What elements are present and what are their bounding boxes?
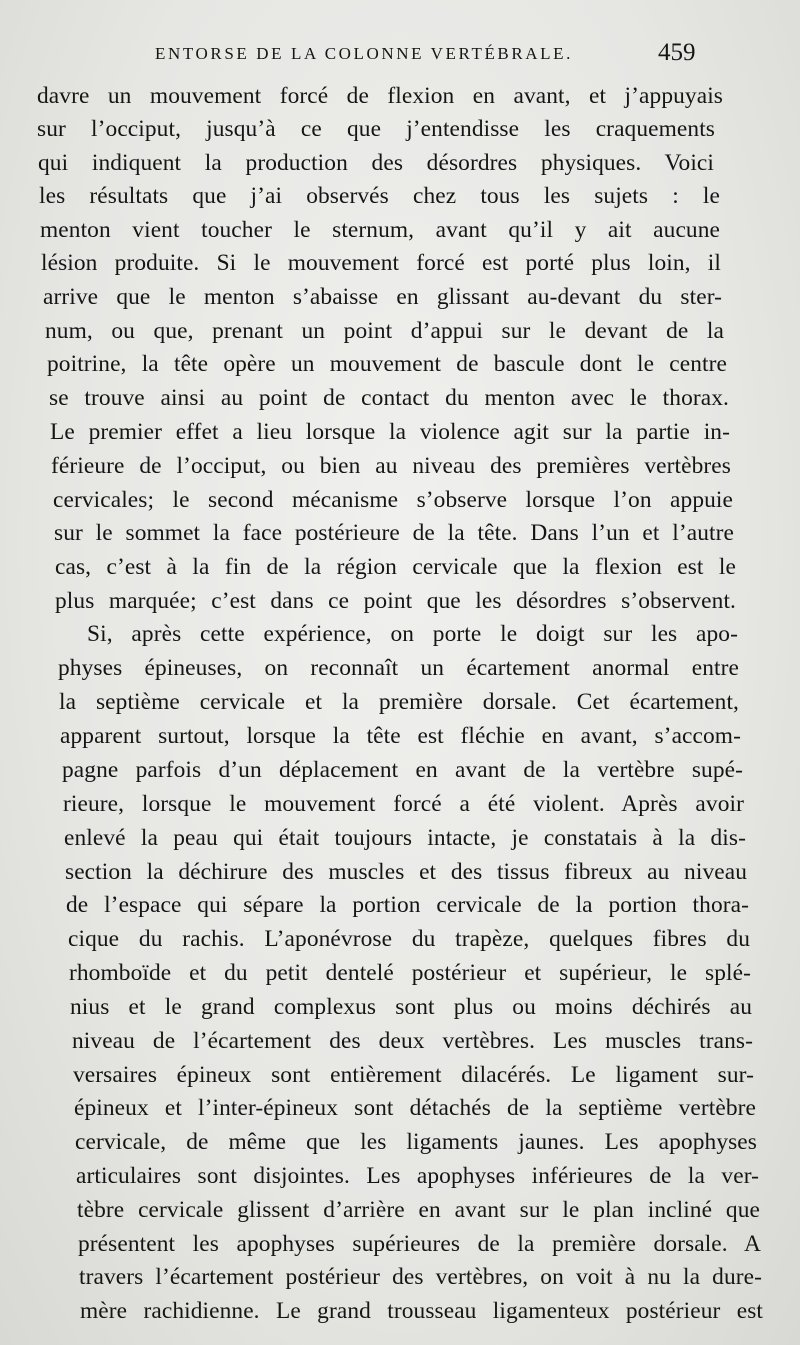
text-line: versaires épineux sont entièrement dilacérés. Le ligament sur- [73,1062,754,1088]
running-header [0,40,800,70]
text-line: de l’espace qui sépare la portion cervicale de la portion thora- [66,892,749,918]
text-line: lésion produite. Si le mouvement forcé est porté plus loin, il [41,250,721,276]
text-line: férieure de l’occiput, ou bien au niveau des premières vertèbres [51,453,731,479]
text-line: cervicale, de même que les ligaments jaunes. Les apophyses [75,1129,757,1155]
text-line: pagne parfois d’un déplacement en avant de la vertèbre supé- [62,757,743,783]
text-line: les résultats que j’ai observés chez tous les sujets : le [39,183,720,209]
text-line: Le premier effet a lieu lorsque la violence agit sur la partie in- [50,419,730,445]
text-line: tèbre cervicale glissent d’arrière en avant sur le plan incliné que [77,1197,760,1223]
text-line: davre un mouvement forcé de flexion en avant, et j’appuyais [37,83,723,109]
text-line: sur le sommet la face postérieure de la tête. Dans l’un et l’autre [54,520,734,546]
text-line: plus marquée; c’est dans ce point que les désordres s’observent. [55,588,736,614]
text-line: cervicales; le second mécanisme s’observe lorsque l’on appuie [53,487,733,513]
text-line: la septième cervicale et la première dorsale. Cet écartement, [59,689,739,715]
text-line: menton vient toucher le sternum, avant qu’il y ait aucune [40,217,720,243]
text-line: mère rachidienne. Le grand trousseau ligamenteux postérieur est [80,1298,763,1324]
text-line: num, ou que, prenant un point d’appui sur le devant de la [45,318,724,344]
text-line: Si, après cette expérience, on porte le doigt sur les apo- [87,621,738,647]
text-line: poitrine, la tête opère un mouvement de bascule dont le centre [47,351,727,377]
text-line: épineux et l’inter-épineux sont détachés de la septième vertèbre [74,1095,756,1121]
running-title: ENTORSE DE LA COLONNE VERTÉBRALE. [155,44,574,63]
text-line: physes épineuses, on reconnaît un écartement anormal entre [58,655,739,681]
text-line: section la déchirure des muscles et des tissus fibreux au niveau [65,859,747,885]
text-line: présentent les apophyses supérieures de la première dorsale. A [78,1231,761,1257]
text-line: rhomboïde et du petit dentelé postérieur et supérieur, le splé- [69,960,751,986]
text-line: cas, c’est à la fin de la région cervicale que la flexion est le [55,554,736,580]
text-line: travers l’écartement postérieur des vertèbres, on voit à nu la dure- [79,1264,762,1290]
text-line: qui indiquent la production des désordres physiques. Voici [38,150,714,176]
text-line: arrive que le menton s’abaisse en glissant au-devant du ster- [43,284,722,310]
text-line: articulaires sont disjointes. Les apophyses inférieures de la ver- [76,1163,759,1189]
text-line: enlevé la peau qui était toujours intacte, je constatais à la dis- [64,825,746,851]
text-line: rieure, lorsque le mouvement forcé a été violent. Après avoir [63,791,744,817]
text-line: cique du rachis. L’aponévrose du trapèze, quelques fibres du [68,926,750,952]
text-line: se trouve ainsi au point de contact du menton avec le thorax. [49,385,729,411]
text-line: nius et le grand complexus sont plus ou moins déchirés au [70,994,752,1020]
text-line: sur l’occiput, jusqu’à ce que j’entendisse les craquements [37,116,715,142]
text-line: apparent surtout, lorsque la tête est fléchie en avant, s’accom- [60,723,741,749]
page-number: 459 [658,39,696,66]
text-line: niveau de l’écartement des deux vertèbres. Les muscles trans- [72,1028,753,1054]
